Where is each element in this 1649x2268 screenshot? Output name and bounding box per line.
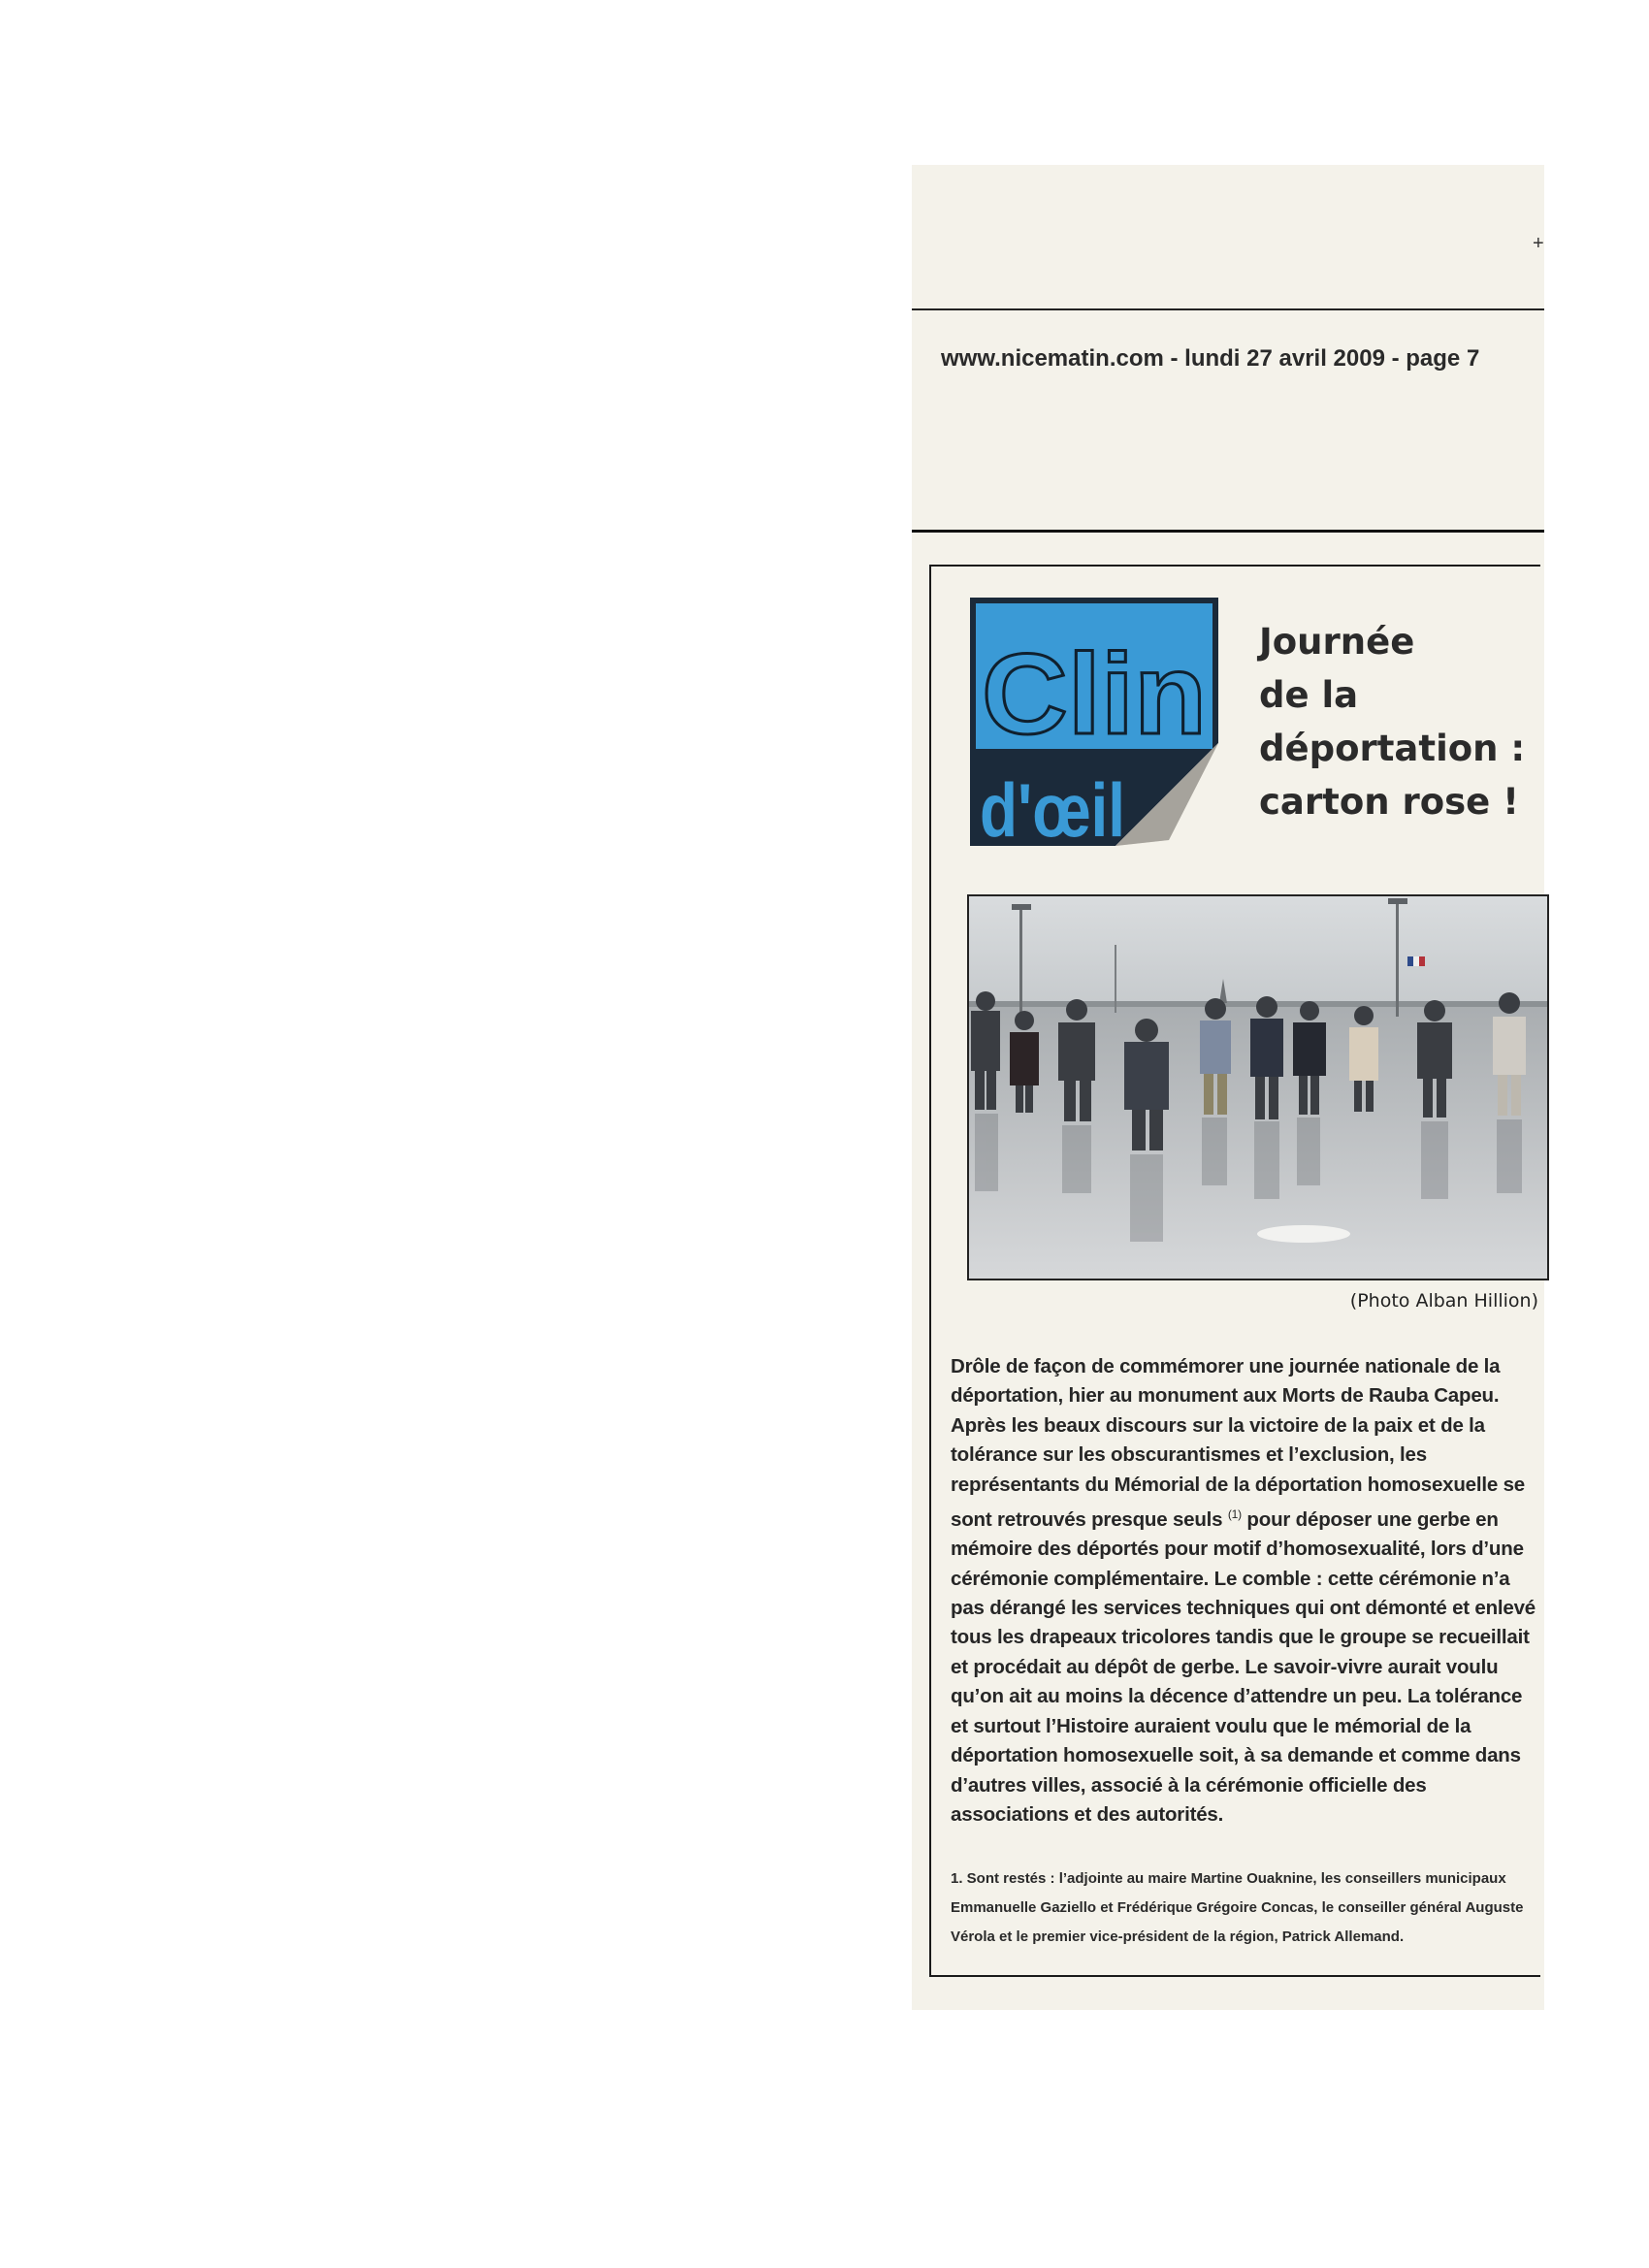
logo-text-bottom: d'œil (980, 767, 1125, 846)
article-box (929, 565, 1540, 1977)
photo-caption: (Photo Alban Hillion) (1349, 1290, 1538, 1312)
headline: Journée de la déportation : carton rose ! (1259, 621, 1526, 823)
dateline: www.nicematin.com - lundi 27 avril 2009 - page 7 (941, 345, 1480, 372)
newspaper-clipping (912, 165, 1544, 2010)
footnote: 1. Sont restés : l’adjointe au maire Martine Ouaknine, les conseillers municipaux Emmanuelle Gaziello et Frédérique Grégoire Concas, le conseiller général Auguste Vérola et le premier vice-président de la région, Patrick Allemand. (951, 1870, 1524, 1945)
article-body-part2: pour déposer une gerbe en mémoire des déportés pour motif d’homosexualité, lors d’une cérémonie complémentaire. Le comble : cette cérémonie n’a pas dérangé les services techniques qui ont démonté et enlevé tous les drapeaux tricolores tandis que le groupe se recueillait et procédait au dépôt de gerbe. Le savoir-vivre aurait voulu qu’on ait au moins la décence d’attendre un peu. La tolérance et surtout l’Histoire auraient voulu que le mémorial de la déportation homosexuelle soit, à sa demande et comme dans d’autres villes, associé à la cérémonie officielle des associations et des autorités. (951, 1507, 1536, 1826)
clin-doeil-logo (970, 598, 1218, 846)
article-body-part1: Drôle de façon de commémorer une journée nationale de la déportation, hier au monument aux Morts de Rauba Capeu. Après les beaux discours sur la victoire de la paix et de la tolérance sur les obscurantismes et l’exclusion, les représentants du Mémorial de la déportation homosexuelle se sont retrouvés presque seuls (951, 1355, 1525, 1531)
footnote-reference: (1) (1227, 1507, 1242, 1522)
top-rule (912, 308, 1544, 310)
article-body (951, 1352, 1538, 1830)
crop-mark: + (1533, 233, 1544, 254)
header-rule (912, 530, 1544, 533)
logo-text-top: Clin (982, 631, 1207, 759)
ceremony-photo (967, 894, 1549, 1280)
